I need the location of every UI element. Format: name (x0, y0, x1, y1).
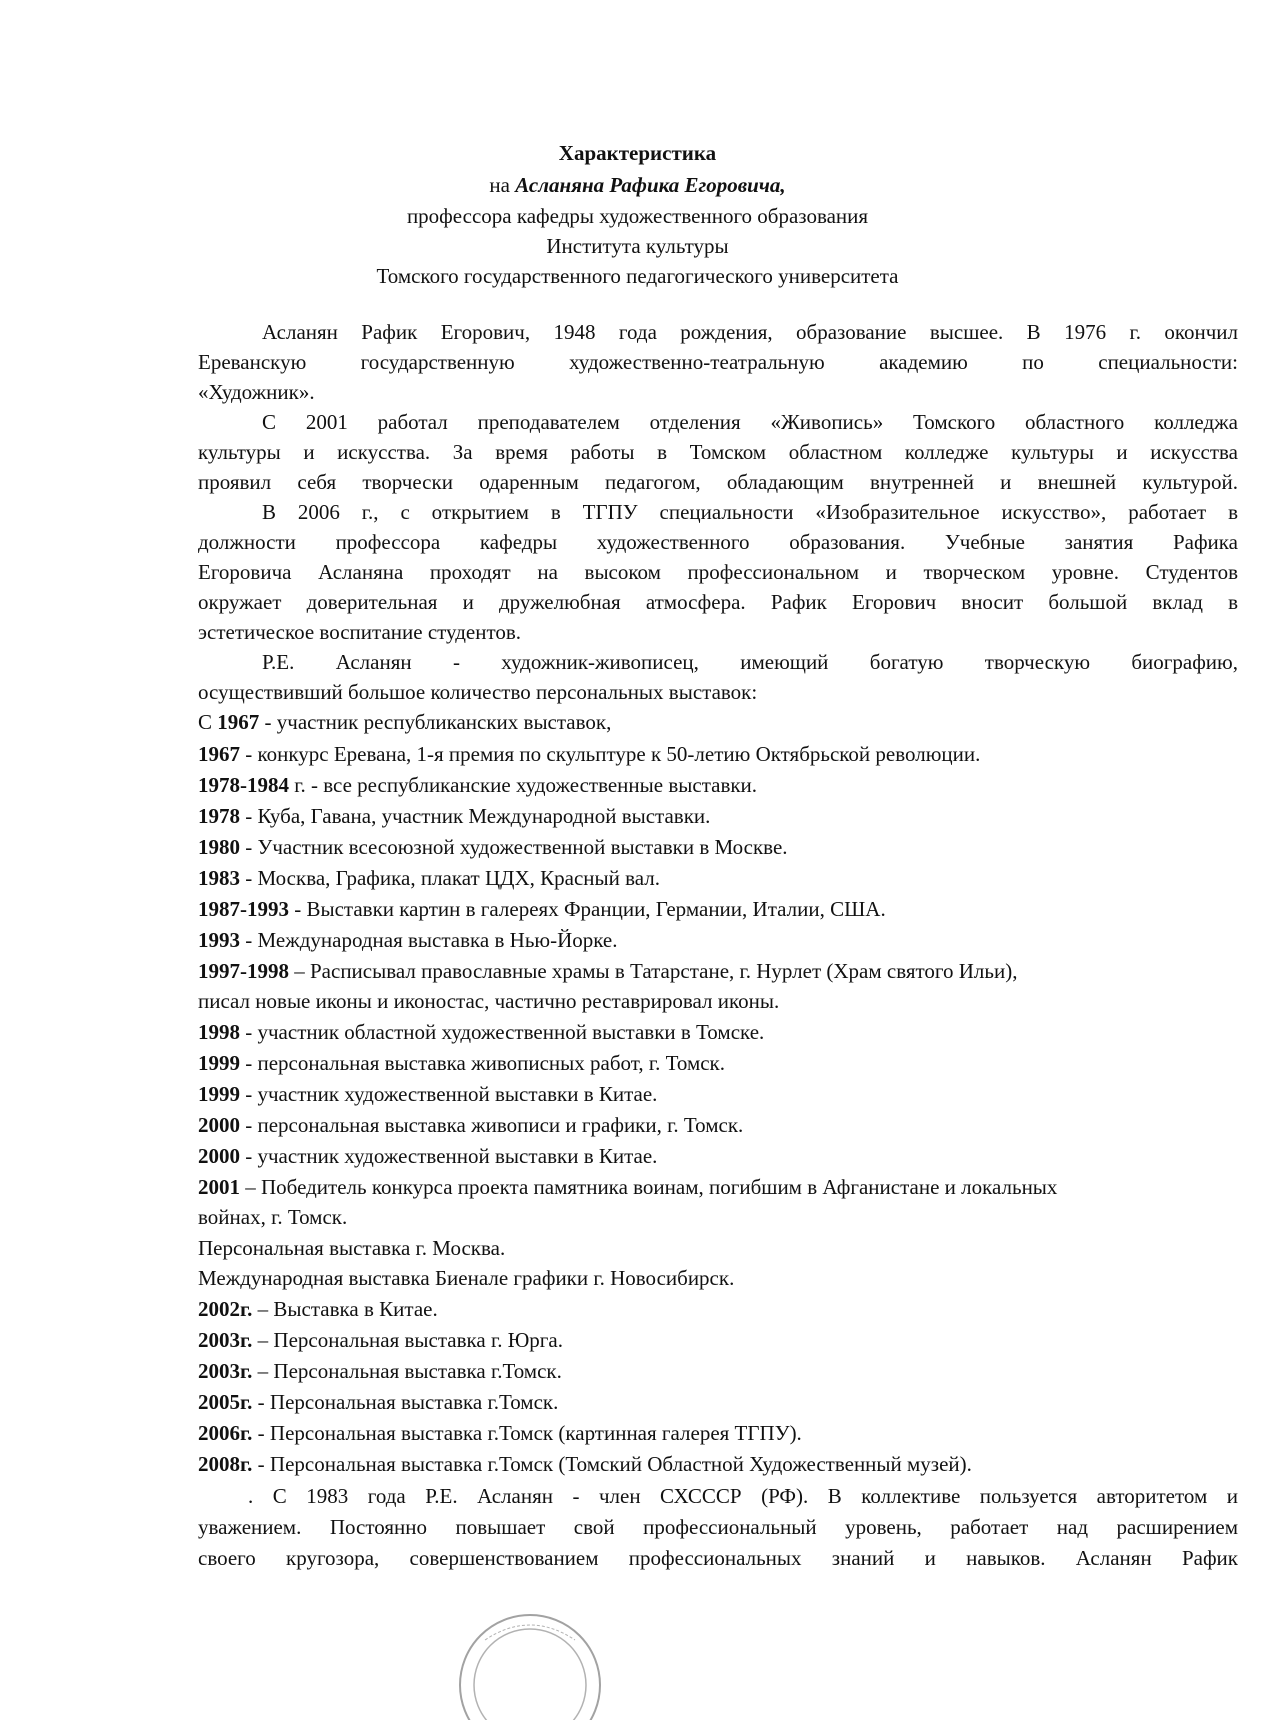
subject-position: профессора кафедры художественного образования (406, 204, 869, 228)
subject-university: Томского государственного педагогического университета (376, 264, 899, 288)
closing-line: . С 1983 года Р.Е. Асланян - член СХСССР (РФ). В коллективе пользуется авторитетом и (248, 1484, 1238, 1508)
paragraph-line: эстетическое воспитание студентов. (198, 620, 522, 644)
paragraph-line: проявил себя творчески одаренным педагогом, обладающим внутренней и внешней культурой. (198, 470, 1238, 494)
closing-line: своего кругозора, совершенствованием профессиональных знаний и навыков. Асланян Рафик (198, 1546, 1238, 1570)
subject-institute: Института культуры (546, 234, 729, 258)
official-stamp (445, 1600, 615, 1720)
paragraph-line: осуществивший большое количество персональных выставок: (198, 680, 758, 704)
paragraph-line: В 2006 г., с открытием в ТГПУ специальности «Изобразительное искусство», работает в (262, 500, 1238, 524)
timeline-entry: 2003г. – Персональная выставка г. Юрга. (198, 1328, 563, 1352)
timeline-entry: 2003г. – Персональная выставка г.Томск. (198, 1359, 562, 1383)
timeline-entry: Международная выставка Биенале графики г. Новосибирск. (198, 1266, 735, 1290)
subject-prefix: на (489, 173, 510, 197)
timeline-entry: 2000 - участник художественной выставки в Китае. (198, 1144, 658, 1168)
paragraph-line: культуры и искусства. За время работы в Томском областном колледже культуры и искусства (198, 440, 1238, 464)
timeline-entry: 1967 - конкурс Еревана, 1-я премия по скульптуре к 50-летию Октябрьской революции. (198, 742, 981, 766)
timeline-entry: 1999 - персональная выставка живописных работ, г. Томск. (198, 1051, 726, 1075)
subject-line (0, 171, 1275, 199)
timeline-entry: 1998 - участник областной художественной выставки в Томске. (198, 1020, 765, 1044)
timeline-entry: С 1967 - участник республиканских выставок, (198, 710, 612, 734)
subject-name: Асланяна Рафика Егоровича, (515, 173, 786, 197)
document-title: Характеристика (558, 141, 717, 165)
paragraph-line: Р.Е. Асланян - художник-живописец, имеющий богатую творческую биографию, (262, 650, 1238, 674)
closing-line: уважением. Постоянно повышает свой профессиональный уровень, работает над расширением (198, 1515, 1238, 1539)
timeline-entry: 1980 - Участник всесоюзной художественной выставки в Москве. (198, 835, 788, 859)
timeline-entry: 1978 - Куба, Гавана, участник Международной выставки. (198, 804, 711, 828)
paragraph-line: окружает доверительная и дружелюбная атмосфера. Рафик Егорович вносит большой вклад в (198, 590, 1238, 614)
timeline-entry: 1983 - Москва, Графика, плакат ЦДХ, Красный вал. (198, 866, 660, 890)
timeline-entry: 2006г. - Персональная выставка г.Томск (картинная галерея ТГПУ). (198, 1421, 802, 1445)
timeline-entry: войнах, г. Томск. (198, 1205, 348, 1229)
paragraph-line: С 2001 работал преподавателем отделения «Живопись» Томского областного колледжа (262, 410, 1238, 434)
paragraph-line: Ереванскую государственную художественно-театральную академию по специальности: (198, 350, 1238, 374)
timeline-entry: 2002г. – Выставка в Китае. (198, 1297, 438, 1321)
timeline-entry: писал новые иконы и иконостас, частично реставрировал иконы. (198, 989, 780, 1013)
timeline-entry: 1993 - Международная выставка в Нью-Йорке. (198, 928, 618, 952)
timeline-entry: 2000 - персональная выставка живописи и графики, г. Томск. (198, 1113, 744, 1137)
timeline-entry: 1978-1984 г. - все республиканские художественные выставки. (198, 773, 758, 797)
paragraph-line: Асланян Рафик Егорович, 1948 года рождения, образование высшее. В 1976 г. окончил (262, 320, 1238, 344)
timeline-entry: 1987-1993 - Выставки картин в галереях Франции, Германии, Италии, США. (198, 897, 886, 921)
timeline-entry: Персональная выставка г. Москва. (198, 1236, 506, 1260)
timeline-entry: 2001 – Победитель конкурса проекта памятника воинам, погибшим в Афганистане и локальных (198, 1175, 1058, 1199)
paragraph-line: должности профессора кафедры художественного образования. Учебные занятия Рафика (198, 530, 1238, 554)
timeline-entry: 1997-1998 – Расписывал православные храмы в Татарстане, г. Нурлет (Храм святого Ильи), (198, 959, 1018, 983)
timeline-entry: 1999 - участник художественной выставки в Китае. (198, 1082, 658, 1106)
paragraph-line: Егоровича Асланяна проходят на высоком профессиональном и творческом уровне. Студентов (198, 560, 1238, 584)
timeline-entry: 2005г. - Персональная выставка г.Томск. (198, 1390, 559, 1414)
timeline-entry: 2008г. - Персональная выставка г.Томск (Томский Областной Художественный музей). (198, 1452, 972, 1476)
paragraph-line: «Художник». (198, 380, 315, 404)
